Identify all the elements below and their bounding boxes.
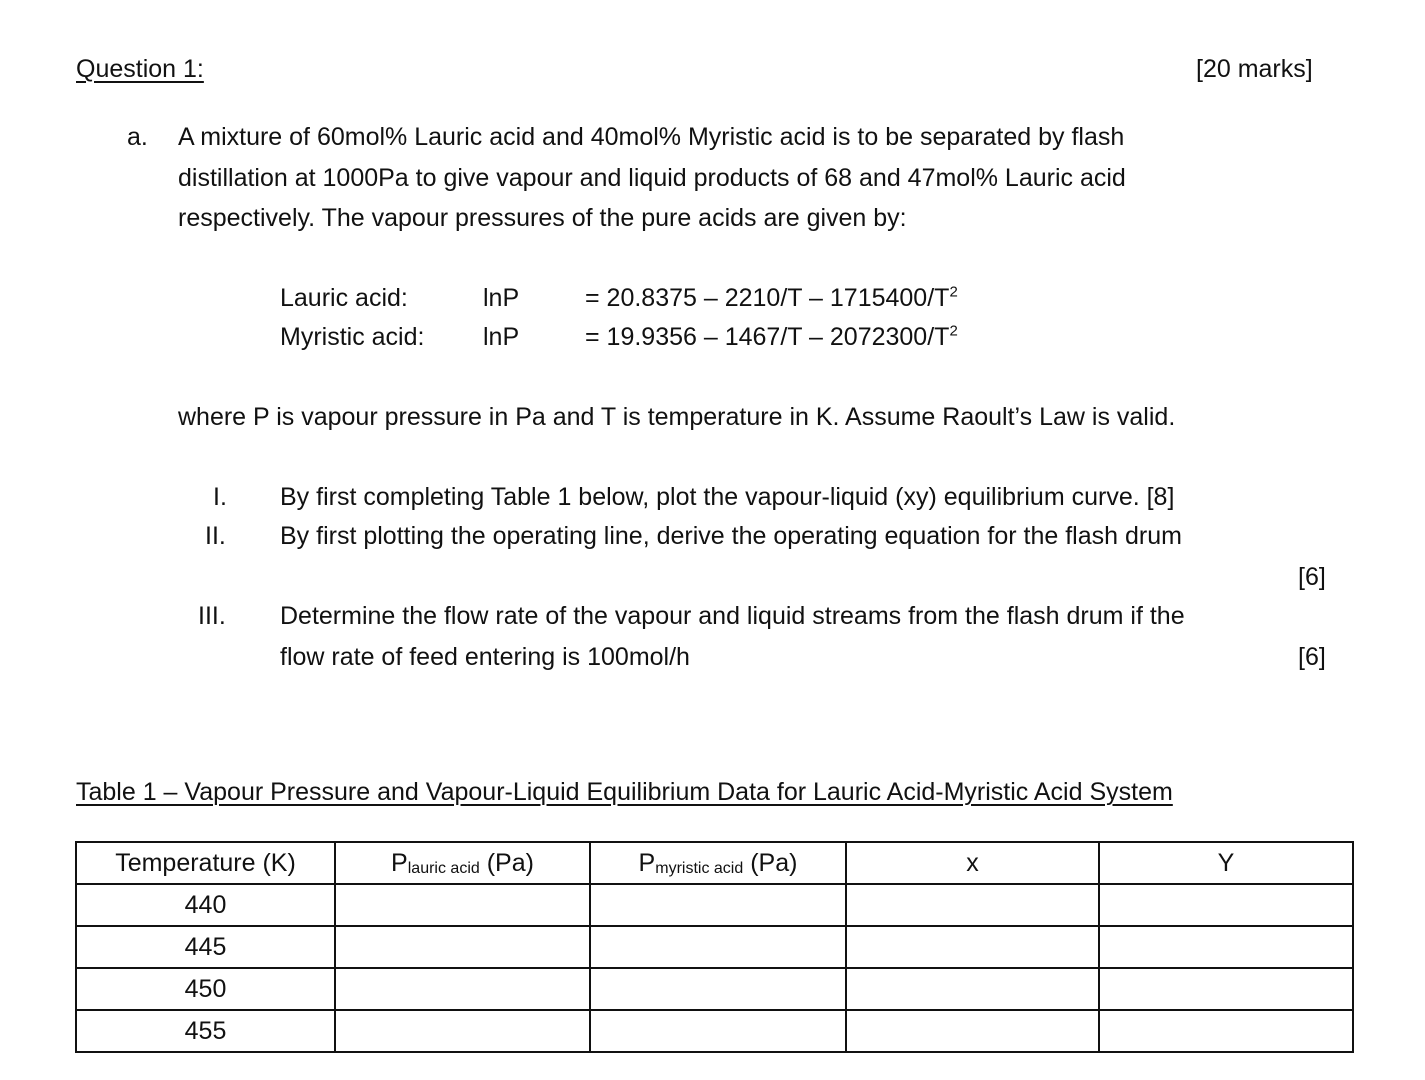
temperature-cell: 445 [76,926,335,968]
table-row [76,926,1353,968]
p-lauric-cell [335,1010,590,1052]
item-2-number: II. [205,522,226,550]
header-temperature: Temperature (K) [76,842,335,884]
table-row [76,1010,1353,1052]
header-p-lauric: $P_{lauric acid}$ (Pa) [335,842,590,884]
table-row [76,968,1353,1010]
item-2-text: By first plotting the operating line, derive the operating equation for the flash drum [280,522,1182,550]
part-a-label: a. [127,123,148,151]
x-cell [846,968,1099,1010]
y-cell [1099,926,1353,968]
temperature-cell: 455 [76,1010,335,1052]
vle-data-table [75,841,1354,1053]
assumption-note: where P is vapour pressure in Pa and T is temperature in K. Assume Raoult’s Law is valid. [178,403,1176,431]
question-marks: [20 marks] [1196,55,1313,83]
p-myristic-cell [590,1010,846,1052]
equation-lauric-rhs: = $20.8375 - 2210/T - 1715400/T^2$ [585,283,958,312]
y-cell [1099,1010,1353,1052]
item-3-marks: [6] [1298,643,1326,671]
item-3-text-line-2: flow rate of feed entering is 100mol/h [280,643,690,671]
p-myristic-cell [590,968,846,1010]
temperature-cell: 450 [76,968,335,1010]
header-y: Y [1099,842,1353,884]
item-3-number: III. [198,602,226,630]
p-lauric-cell [335,968,590,1010]
header-x: x [846,842,1099,884]
x-cell [846,884,1099,926]
item-1-text: By first completing Table 1 below, plot the vapour-liquid (xy) equilibrium curve. [8] [280,483,1175,511]
temperature-cell: 440 [76,884,335,926]
p-lauric-cell [335,926,590,968]
table-row [76,884,1353,926]
y-cell [1099,968,1353,1010]
header-p-myristic: $P_{myristic acid}$ (Pa) [590,842,846,884]
equation-myristic-rhs: = $19.9356 - 1467/T - 2072300/T^2$ [585,322,958,351]
item-1-number: I. [213,483,227,511]
equation-myristic-name: Myristic acid: [280,323,425,351]
x-cell [846,1010,1099,1052]
p-myristic-cell [590,926,846,968]
p-lauric-cell [335,884,590,926]
y-cell [1099,884,1353,926]
item-3-text-line-1: Determine the flow rate of the vapour and liquid streams from the flash drum if the [280,602,1185,630]
item-2-marks: [6] [1298,563,1326,591]
equation-lauric-lhs: lnP [483,284,520,312]
part-a-line-2: distillation at 1000Pa to give vapour and liquid products of 68 and 47mol% Lauric acid [178,164,1126,192]
part-a-line-3: respectively. The vapour pressures of the pure acids are given by: [178,204,907,232]
p-myristic-cell [590,884,846,926]
x-cell [846,926,1099,968]
question-title: Question 1: [76,55,204,83]
table-header-row [76,842,1353,884]
part-a-line-1: A mixture of 60mol% Lauric acid and 40mol% Myristic acid is to be separated by flash [178,123,1125,151]
equation-lauric-name: Lauric acid: [280,284,408,312]
table-caption: Table 1 – Vapour Pressure and Vapour-Liquid Equilibrium Data for Lauric Acid-Myristic Acid System [76,778,1173,806]
equation-myristic-lhs: lnP [483,323,520,351]
